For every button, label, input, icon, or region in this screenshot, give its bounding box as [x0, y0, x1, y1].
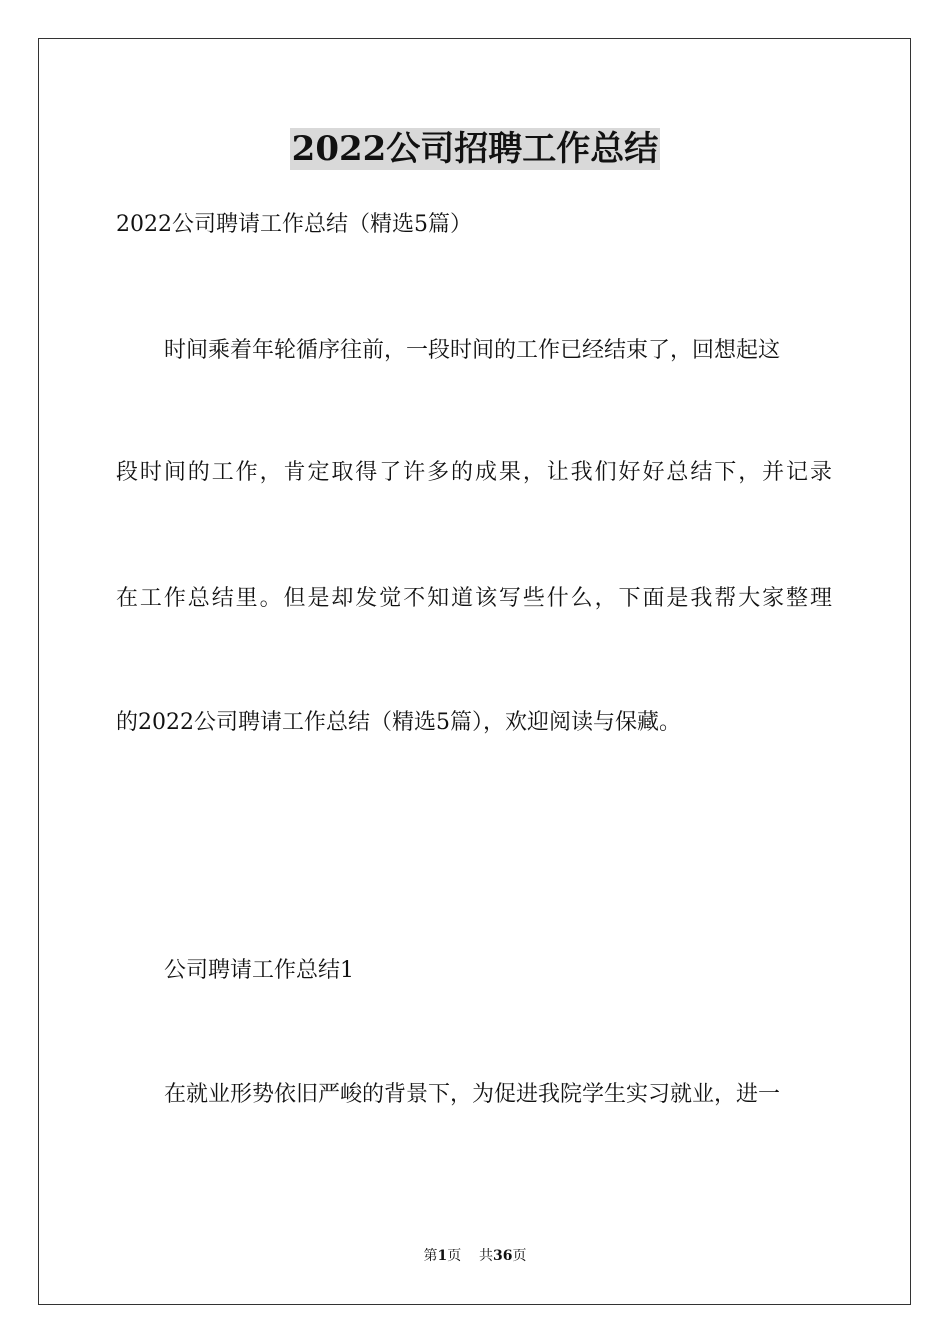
- paragraph-line: 的2022公司聘请工作总结（精选5篇），欢迎阅读与保藏。: [116, 710, 681, 735]
- total-prefix: 共: [479, 1248, 494, 1264]
- page-prefix: 第: [423, 1248, 438, 1264]
- title-container: [0, 128, 950, 170]
- document-subtitle: 2022公司聘请工作总结（精选5篇）: [116, 212, 472, 237]
- paragraph-line: 在工作总结里。但是却发觉不知道该写些什么，下面是我帮大家整理: [116, 586, 832, 611]
- page-suffix: 页: [447, 1248, 462, 1264]
- paragraph-line: 时间乘着年轮循序往前，一段时间的工作已经结束了，回想起这: [164, 338, 781, 363]
- paragraph-line: 段时间的工作，肯定取得了许多的成果，让我们好好总结下，并记录: [116, 460, 832, 485]
- section-heading: 公司聘请工作总结1: [164, 958, 354, 983]
- page-total: 36: [493, 1248, 513, 1264]
- total-suffix: 页: [512, 1248, 527, 1264]
- page-current: 1: [437, 1248, 448, 1264]
- document-title: 2022公司招聘工作总结: [291, 129, 659, 169]
- page-footer: [0, 1246, 950, 1266]
- paragraph-line: 在就业形势依旧严峻的背景下，为促进我院学生实习就业，进一: [164, 1082, 781, 1107]
